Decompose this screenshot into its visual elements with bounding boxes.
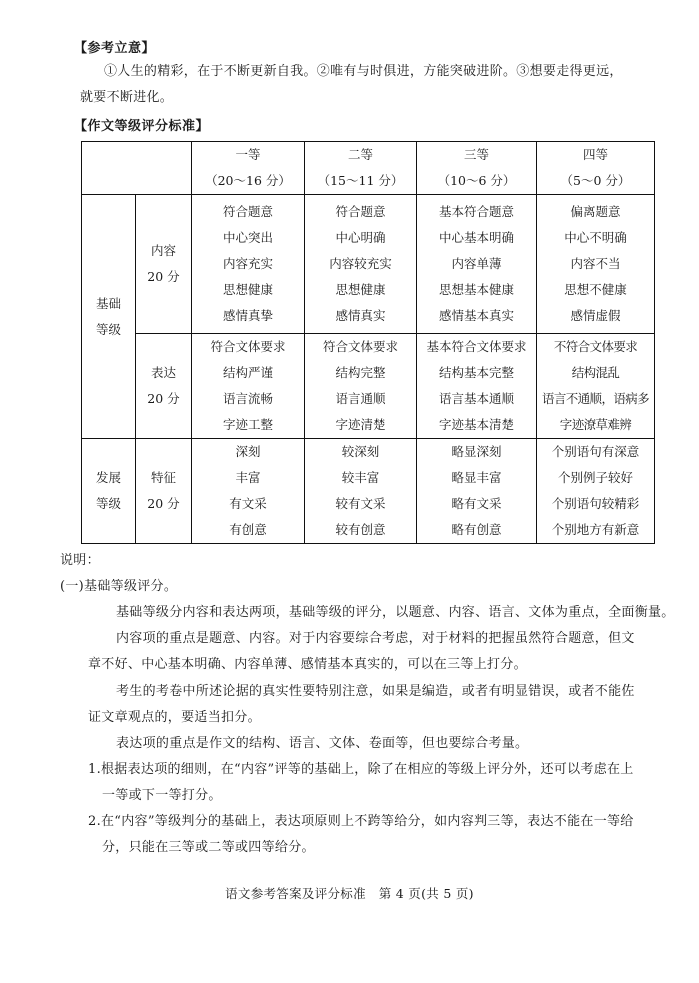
criterion: 略有创意 (451, 522, 502, 537)
notes-item-2a: 2.在“内容”等级判分的基础上，表达项原则上不跨等给分，如内容判三等，表达不能在一等给 (88, 814, 634, 829)
criterion: 结构完整 (335, 365, 386, 380)
criterion: 符合文体要求 (210, 339, 286, 354)
criteria-cell (192, 439, 305, 544)
level-label: 等级 (95, 321, 121, 337)
criterion: 个别地方有新意 (551, 522, 640, 537)
standard-heading: 【作文等级评分标准】 (74, 119, 210, 134)
grading-table (81, 141, 655, 544)
criterion: 较有文采 (335, 496, 386, 511)
criterion: 中心突出 (222, 230, 273, 245)
criterion: 结构混乱 (571, 365, 620, 380)
criterion: 思想健康 (335, 282, 386, 297)
grade-header (305, 142, 417, 195)
basic-level-cell (82, 195, 136, 439)
criterion: 较丰富 (341, 470, 380, 485)
criterion: 内容充实 (222, 256, 273, 271)
notes-title: 说明： (60, 553, 100, 568)
criterion: 内容不当 (570, 256, 621, 271)
criterion: 个别语句较精彩 (551, 496, 640, 511)
criterion: 结构基本完整 (438, 365, 514, 380)
notes-item-2b: 分，只能在三等或二等或四等给分。 (102, 840, 315, 855)
grade-range: （15～11 分） (317, 173, 404, 188)
reference-heading: 【参考立意】 (74, 41, 156, 56)
criteria-cell (417, 334, 537, 439)
criterion: 字迹工整 (222, 417, 273, 432)
criterion: 思想基本健康 (438, 282, 514, 297)
criterion: 字迹清楚 (335, 417, 386, 432)
level-label: 基础 (95, 295, 121, 311)
criterion: 丰富 (235, 470, 261, 485)
criteria-cell (305, 195, 417, 334)
grade-header (537, 142, 655, 195)
feature-row (82, 439, 655, 544)
grade-name: 一等 (235, 147, 261, 162)
criteria-cell (305, 439, 417, 544)
notes-paragraph-2a: 内容项的重点是题意、内容。对于内容要综合考虑，对于材料的把握虽然符合题意，但文 (116, 631, 635, 646)
expression-row (82, 334, 655, 439)
criterion: 感情真挚 (222, 308, 273, 323)
item-label: 表达 (150, 365, 176, 380)
expression-item-cell (136, 334, 192, 439)
header-row (82, 142, 655, 195)
criterion: 深刻 (235, 444, 261, 459)
notes-paragraph-1: 基础等级分内容和表达两项，基础等级的评分，以题意、内容、语言、文体为重点，全面衡量。 (116, 605, 675, 620)
item-score: 20 分 (147, 496, 180, 511)
criterion: 符合题意 (335, 204, 386, 219)
criterion: 略显丰富 (451, 470, 502, 485)
page-footer: 语文参考答案及评分标准 第 4 页(共 5 页) (225, 886, 474, 901)
criteria-cell (417, 195, 537, 334)
criteria-cell (537, 439, 655, 544)
item-label: 特征 (150, 470, 176, 485)
criteria-cell (417, 439, 537, 544)
criterion: 较深刻 (341, 444, 380, 459)
criterion: 字迹基本清楚 (438, 417, 514, 432)
criteria-cell (305, 334, 417, 439)
grade-header (192, 142, 305, 195)
criterion: 感情虚假 (570, 308, 621, 323)
criterion: 结构严谨 (222, 365, 273, 380)
criterion: 字迹潦草难辨 (559, 417, 632, 432)
notes-paragraph-2b: 章不好、中心基本明确、内容单薄、感情基本真实的，可以在三等上打分。 (88, 657, 527, 672)
criterion: 思想不健康 (564, 282, 627, 297)
grade-range: （5～0 分） (560, 173, 631, 188)
criterion: 语言基本通顺 (438, 391, 514, 406)
criterion: 中心基本明确 (438, 230, 514, 245)
criterion: 略有文采 (451, 496, 502, 511)
criterion: 语言通顺 (335, 391, 386, 406)
criterion: 中心不明确 (564, 230, 627, 245)
grade-range: （10～6 分） (437, 173, 516, 188)
criteria-cell (192, 334, 305, 439)
level-label: 等级 (95, 496, 121, 511)
notes-item-1a: 1.根据表达项的细则，在“内容”评等的基础上，除了在相应的等级上评分外，还可以考虑在上 (88, 762, 634, 777)
reference-line-1: ①人生的精彩，在于不断更新自我。②唯有与时俱进，方能突破进阶。③想要走得更远， (104, 64, 623, 79)
content-row (82, 195, 655, 334)
criterion: 语言不通顺，语病多 (541, 391, 650, 406)
notes-paragraph-3b: 证文章观点的，要适当扣分。 (88, 710, 261, 725)
criterion: 个别语句有深意 (551, 444, 640, 459)
criterion: 个别例子较好 (557, 470, 633, 485)
criterion: 有文采 (229, 496, 267, 511)
grade-name: 二等 (347, 147, 373, 162)
grade-range: （20～16 分） (205, 173, 291, 188)
criteria-cell (192, 195, 305, 334)
grade-name: 三等 (463, 147, 489, 162)
criterion: 感情基本真实 (438, 308, 514, 323)
corner-cell (82, 142, 192, 195)
criterion: 内容单薄 (451, 256, 502, 271)
criterion: 较有创意 (335, 522, 386, 537)
criterion: 不符合文体要求 (553, 339, 638, 354)
notes-paragraph-3a: 考生的考卷中所述论据的真实性要特别注意，如果是编造，或者有明显错误，或者不能佐 (116, 684, 635, 699)
criterion: 基本符合文体要求 (426, 339, 527, 354)
feature-item-cell (136, 439, 192, 544)
criterion: 符合文体要求 (322, 339, 398, 354)
reference-line-2: 就要不断进化。 (80, 90, 174, 105)
criteria-cell (537, 334, 655, 439)
item-score: 20 分 (147, 269, 180, 284)
criterion: 基本符合题意 (438, 204, 514, 219)
criterion: 符合题意 (222, 204, 273, 219)
criterion: 有创意 (229, 522, 267, 537)
notes-item-1b: 一等或下一等打分。 (102, 788, 222, 803)
notes-section-1: (一)基础等级评分。 (60, 579, 178, 594)
criterion: 略显深刻 (451, 444, 502, 459)
item-label: 内容 (150, 243, 176, 258)
criterion: 语言流畅 (222, 391, 273, 406)
content-item-cell (136, 195, 192, 334)
criterion: 偏离题意 (570, 204, 621, 219)
criterion: 思想健康 (222, 282, 273, 297)
grade-name: 四等 (582, 147, 608, 162)
item-score: 20 分 (147, 391, 180, 406)
grade-header (417, 142, 537, 195)
level-label: 发展 (95, 470, 121, 485)
criteria-cell (537, 195, 655, 334)
criterion: 中心明确 (335, 230, 386, 245)
notes-paragraph-4: 表达项的重点是作文的结构、语言、文体、卷面等，但也要综合考量。 (116, 736, 529, 751)
development-level-cell (82, 439, 136, 544)
criterion: 感情真实 (335, 308, 386, 323)
criterion: 内容较充实 (329, 256, 392, 271)
